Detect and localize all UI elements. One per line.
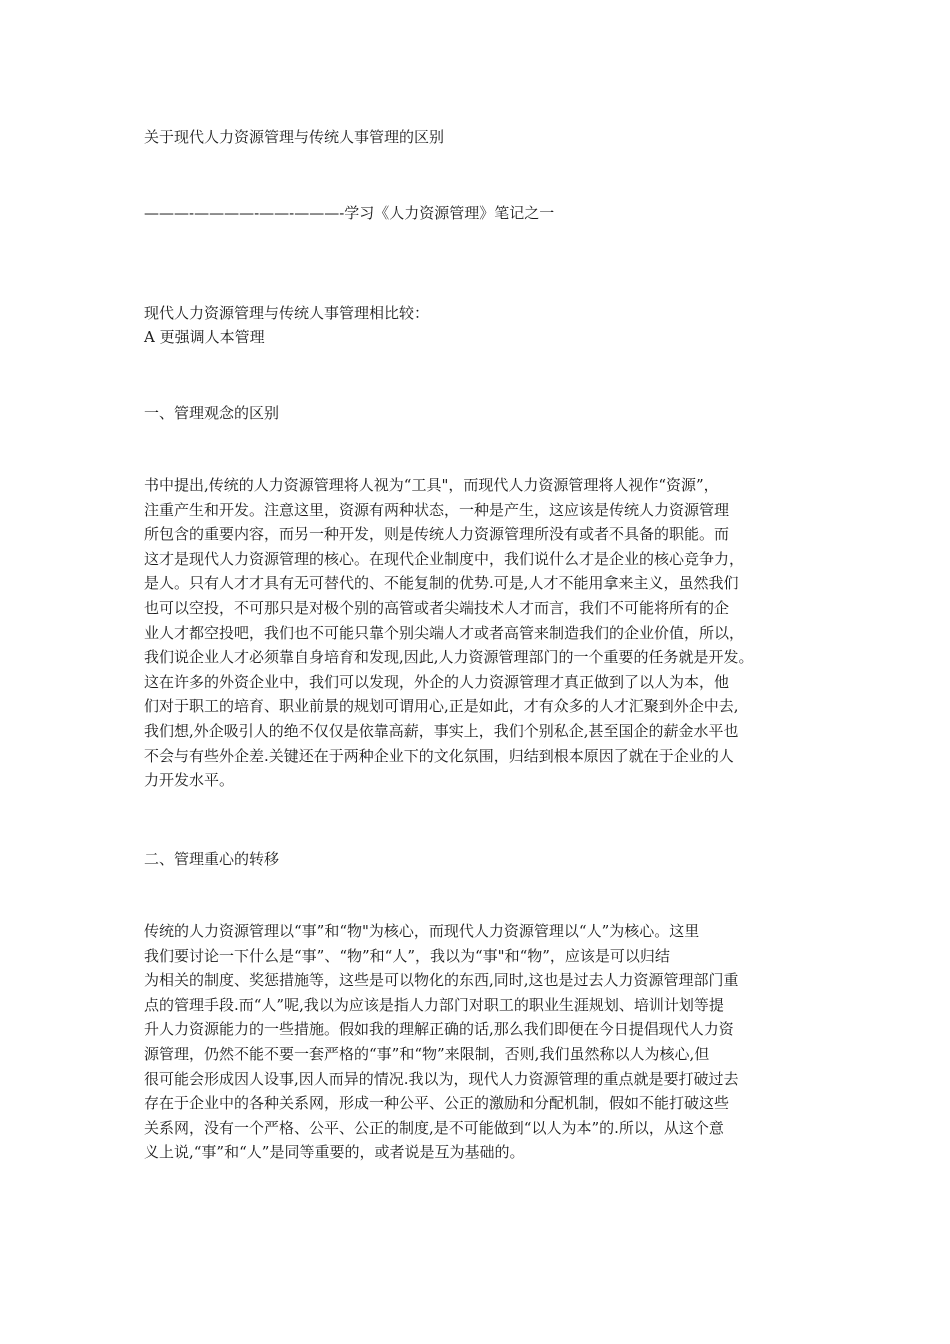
document-title: 关于现代人力资源管理与传统人事管理的区别: [144, 128, 445, 146]
paragraph-line: 为相关的制度、奖惩措施等，这些是可以物化的东西,同时,这也是过去人力资源管理部门重: [144, 971, 739, 990]
paragraph-line: 所包含的重要内容，而另一种开发，则是传统人力资源管理所没有或者不具备的职能。而: [144, 525, 730, 544]
paragraph-line: 我们要讨论一下什么是“事”、“物”和“人”，我以为“事"和“物”，应该是可以归结: [144, 946, 670, 965]
section1-heading: 一、管理观念的区别: [144, 404, 280, 422]
paragraph-line: 义上说,“事”和“人”是同等重要的，或者说是互为基础的。: [144, 1143, 525, 1162]
paragraph-line: 这才是现代人力资源管理的核心。在现代企业制度中，我们说什么才是企业的核心竞争力，: [144, 549, 745, 568]
paragraph-line: 业人才都空投吧，我们也不可能只靠个别尖端人才或者高管来制造我们的企业价值，所以，: [144, 623, 745, 642]
section1-paragraph: [144, 473, 834, 793]
paragraph-line: 升人力资源能力的一些措施。假如我的理解正确的话,那么我们即便在今日提倡现代人力资: [144, 1020, 734, 1039]
paragraph-line: 不会与有些外企差.关键还在于两种企业下的文化氛围，归结到根本原因了就在于企业的人: [144, 746, 734, 765]
paragraph-line: 书中提出,传统的人力资源管理将人视为“工具"，而现代人力资源管理将人视作“资源”，: [144, 476, 719, 494]
paragraph-line: 源管理，仍然不能不要一套严格的“事”和“物”来限制，否则,我们虽然称以人为核心,但: [144, 1044, 710, 1063]
paragraph-line: 注重产生和开发。注意这里，资源有两种状态，一种是产生，这应该是传统人力资源管理: [144, 500, 730, 519]
paragraph-line: 很可能会形成因人设事,因人而异的情况.我以为，现代人力资源管理的重点就是要打破过去: [144, 1069, 739, 1088]
intro-text: 现代人力资源管理与传统人事管理相比较：: [144, 304, 430, 322]
paragraph-line: 我们想,外企吸引人的绝不仅仅是依靠高薪，事实上，我们个别私企,甚至国企的薪金水平也: [144, 721, 739, 740]
paragraph-line: 力开发水平。: [144, 771, 235, 790]
paragraph-line: 关系网，没有一个严格、公平、公正的制度,是不可能做到“以人为本”的.所以，从这个意: [144, 1118, 724, 1137]
paragraph-line: 们对于职工的培育、职业前景的规划可谓用心,正是如此，才有众多的人才汇聚到外企中去,: [144, 697, 739, 716]
document-subtitle: ———-————-——-———-学习《人力资源管理》笔记之一: [144, 204, 555, 222]
paragraph-line: 是人。只有人才才具有无可替代的、不能复制的优势.可是,人才不能用拿来主义，虽然我们: [144, 574, 739, 593]
paragraph-line: 这在许多的外资企业中，我们可以发现，外企的人力资源管理才真正做到了以人为本，他: [144, 672, 730, 691]
section2-heading: 二、管理重心的转移: [144, 850, 280, 868]
section2-paragraph: [144, 919, 834, 1165]
point-a-text: A 更强调人本管理: [144, 328, 265, 346]
paragraph-line: 我们说企业人才必须靠自身培育和发现,因此,人力资源管理部门的一个重要的任务就是开发。: [144, 648, 754, 667]
paragraph-line: 传统的人力资源管理以“事”和“物"为核心，而现代人力资源管理以“人”为核心。这里: [144, 922, 700, 940]
paragraph-line: 存在于企业中的各种关系网，形成一种公平、公正的激励和分配机制，假如不能打破这些: [144, 1094, 730, 1113]
paragraph-line: 也可以空投，不可那只是对极个别的高管或者尖端技术人才而言，我们不可能将所有的企: [144, 598, 730, 617]
paragraph-line: 点的管理手段.而“人”呢,我以为应该是指人力部门对职工的职业生涯规划、培训计划等提: [144, 995, 724, 1014]
